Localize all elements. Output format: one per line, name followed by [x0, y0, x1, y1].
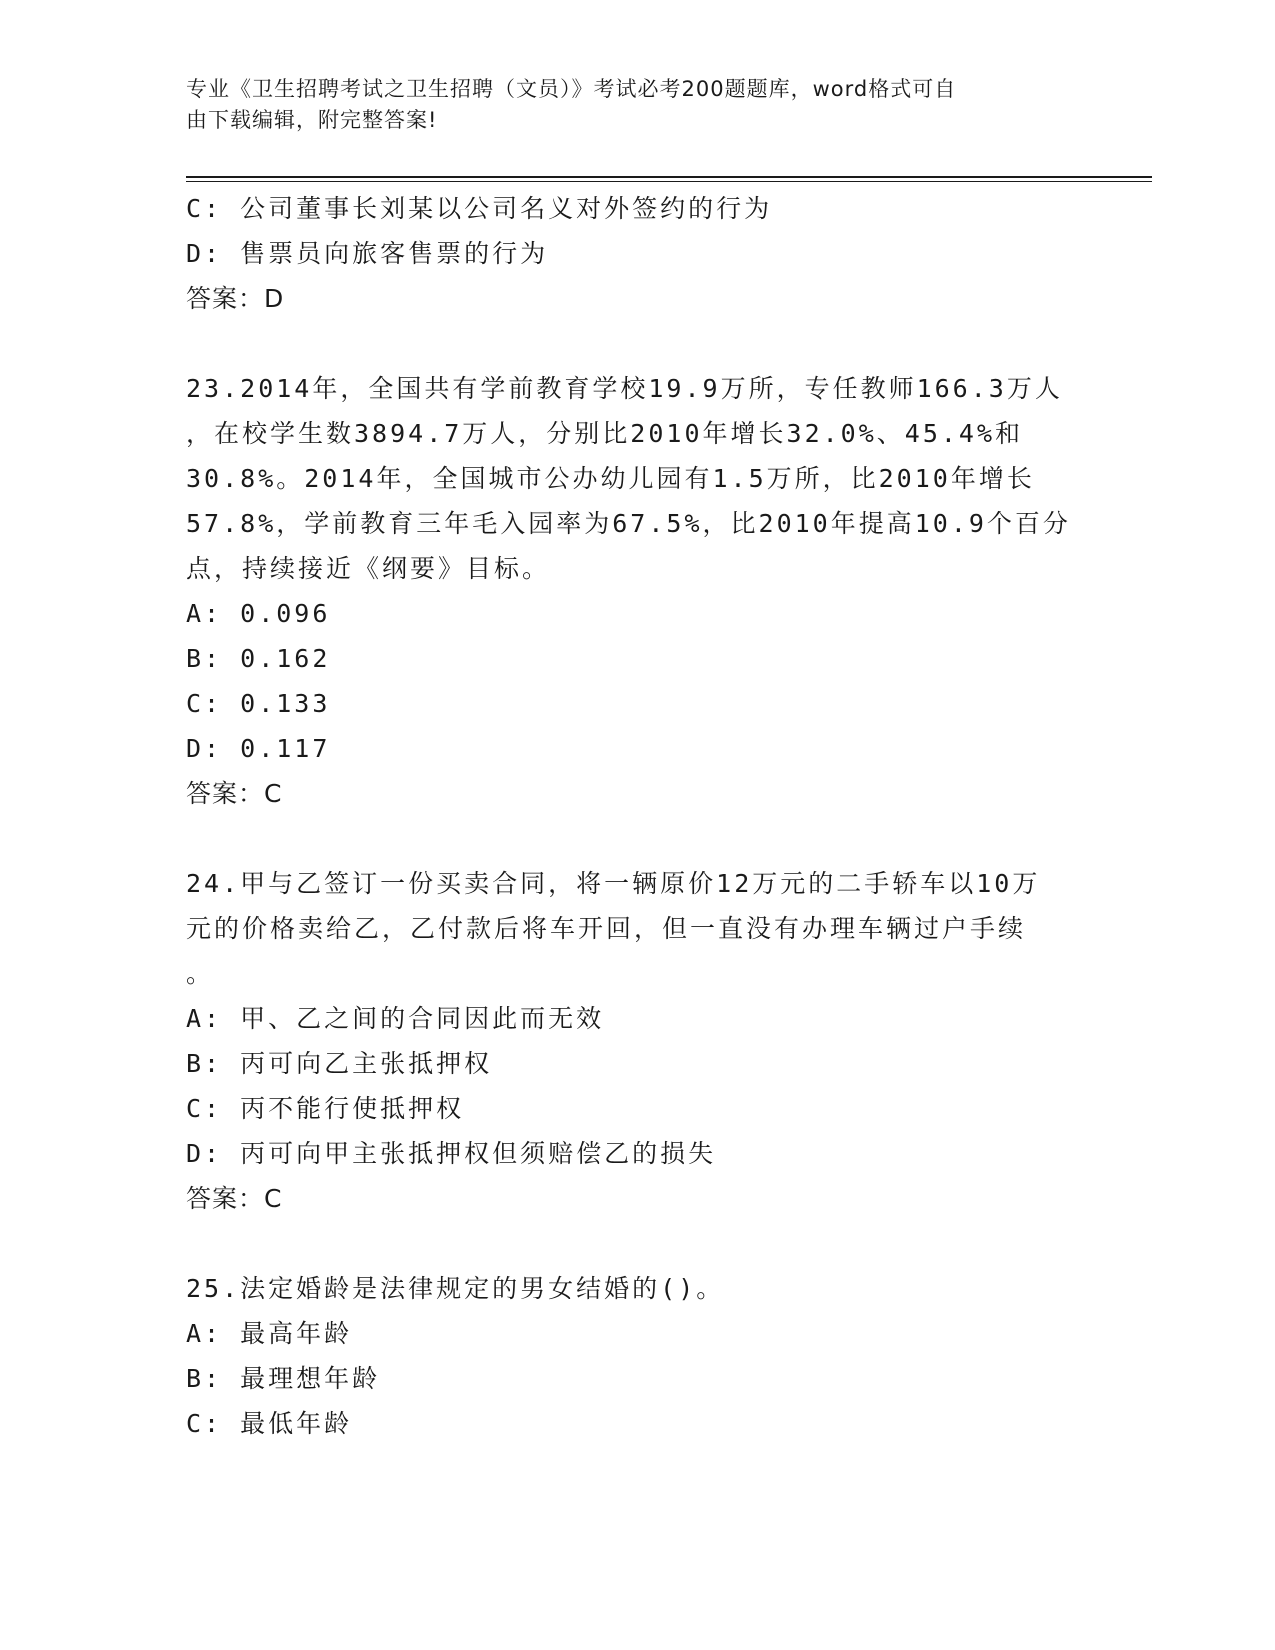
- answer-label: 答案：D: [186, 284, 285, 313]
- header-line-2: 由下载编辑，附完整答案!: [186, 108, 438, 132]
- option-b: B: 0.162: [186, 644, 331, 673]
- header-divider-thin: [186, 181, 1152, 182]
- option-b: B: 丙可向乙主张抵押权: [186, 1049, 493, 1078]
- spacer: [186, 1221, 1066, 1266]
- header-divider-thick: [186, 176, 1152, 178]
- question-text-line: 25.法定婚龄是法律规定的男女结婚的()。: [186, 1274, 725, 1303]
- question-22: [186, 186, 1066, 321]
- question-25: [186, 1266, 1066, 1446]
- question-text-line: 30.8%。2014年，全国城市公办幼儿园有1.5万所，比2010年增长: [186, 464, 1035, 493]
- question-text-line: 57.8%，学前教育三年毛入园率为67.5%，比2010年提高10.9个百分: [186, 509, 1071, 538]
- option-d: D: 丙可向甲主张抵押权但须赔偿乙的损失: [186, 1139, 717, 1168]
- option-c: C: 公司董事长刘某以公司名义对外签约的行为: [186, 194, 773, 223]
- question-text-line: 元的价格卖给乙，乙付款后将车开回，但一直没有办理车辆过户手续: [186, 914, 1027, 943]
- question-text-line: ，在校学生数3894.7万人，分别比2010年增长32.0%、45.4%和: [186, 419, 1024, 448]
- option-b: B: 最理想年龄: [186, 1364, 381, 1393]
- question-24: [186, 861, 1066, 1221]
- option-c: C: 最低年龄: [186, 1409, 353, 1438]
- spacer: [186, 816, 1066, 861]
- question-list: [186, 186, 1071, 1446]
- document-header: [186, 74, 1066, 136]
- option-a: A: 最高年龄: [186, 1319, 353, 1348]
- option-c: C: 0.133: [186, 689, 331, 718]
- spacer: [186, 321, 1066, 366]
- option-d: D: 售票员向旅客售票的行为: [186, 239, 549, 268]
- option-c: C: 丙不能行使抵押权: [186, 1094, 465, 1123]
- option-d: D: 0.117: [186, 734, 331, 763]
- question-text-line: 点，持续接近《纲要》目标。: [186, 554, 551, 583]
- header-line-1: 专业《卫生招聘考试之卫生招聘（文员）》考试必考200题题库，word格式可自: [186, 77, 957, 101]
- answer-label: 答案：C: [186, 1184, 283, 1213]
- question-text-line: 23.2014年，全国共有学前教育学校19.9万所，专任教师166.3万人: [186, 374, 1063, 403]
- question-text-line: 。: [186, 959, 215, 988]
- question-23: [186, 366, 1071, 816]
- option-a: A: 0.096: [186, 599, 331, 628]
- question-text-line: 24.甲与乙签订一份买卖合同，将一辆原价12万元的二手轿车以10万: [186, 869, 1041, 898]
- option-a: A: 甲、乙之间的合同因此而无效: [186, 1004, 605, 1033]
- answer-label: 答案：C: [186, 779, 283, 808]
